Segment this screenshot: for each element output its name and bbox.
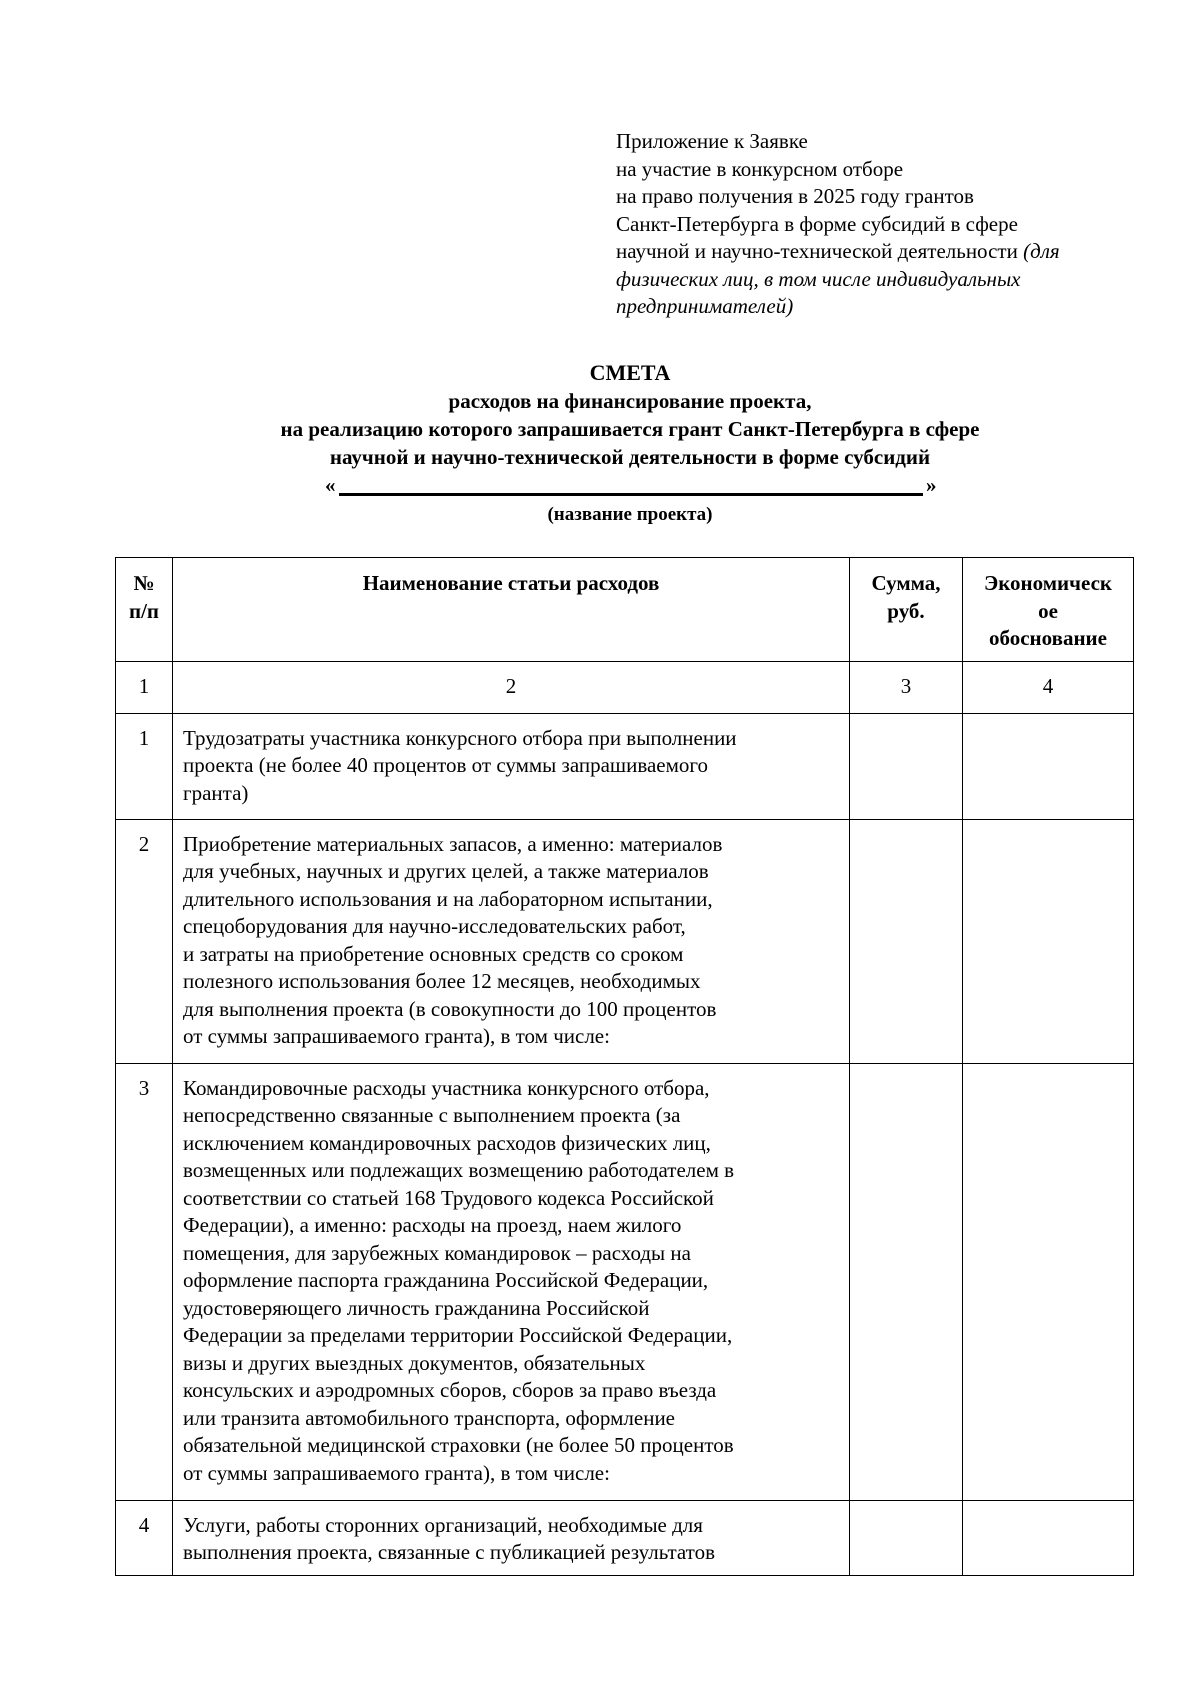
project-name-caption: (название проекта) xyxy=(547,504,713,525)
header-econ xyxy=(963,558,1134,662)
header-econ-line: ое xyxy=(1038,598,1058,623)
header-num-line: № xyxy=(133,571,155,595)
appendix-note xyxy=(616,128,1136,321)
title-line: научной и научно-технической деятельности в форме субсидий xyxy=(329,445,931,469)
project-name-underline xyxy=(339,493,923,496)
header-num-line: п/п xyxy=(128,598,160,623)
row-text-line: непосредственно связанные с выполнением проекта (за xyxy=(183,1103,681,1127)
row-econ-cell[interactable] xyxy=(963,713,1134,819)
row-text-line: Федерации), а именно: расходы на проезд, наем жилого xyxy=(183,1213,682,1237)
row-sum-cell[interactable] xyxy=(850,819,963,1063)
row-econ-cell[interactable] xyxy=(963,819,1134,1063)
row-text-line: Командировочные расходы участника конкурсного отбора, xyxy=(183,1075,710,1100)
document-title-block xyxy=(140,359,1120,529)
row-text-line: Приобретение материальных запасов, а именно: материалов xyxy=(183,831,723,856)
budget-table xyxy=(115,557,1134,1576)
row-text-line: гранта) xyxy=(183,780,249,805)
row-expense-name xyxy=(173,819,850,1063)
appendix-line: Санкт-Петербурга в форме субсидий в сфере xyxy=(616,211,1018,236)
table-row xyxy=(116,713,1134,819)
row-text-line: полезного использования более 12 месяцев, необходимых xyxy=(183,969,701,993)
row-number: 4 xyxy=(116,1500,173,1575)
title-line: на реализацию которого запрашивается грант Санкт-Петербурга в сфере xyxy=(280,417,980,441)
table-row xyxy=(116,1063,1134,1500)
table-row xyxy=(116,819,1134,1063)
column-number: 4 xyxy=(963,662,1134,714)
table-header-row xyxy=(116,558,1134,662)
row-number: 2 xyxy=(116,819,173,1063)
appendix-line: Приложение к Заявке xyxy=(616,129,808,153)
row-text-line: удостоверяющего личность гражданина Российской xyxy=(183,1295,650,1320)
row-text-line: консульских и аэродромных сборов, сборов за право въезда xyxy=(183,1378,717,1402)
row-text-line: визы и других выездных документов, обязательных xyxy=(183,1350,646,1375)
row-text-line: проекта (не более 40 процентов от суммы запрашиваемого xyxy=(183,753,708,777)
quote-close: » xyxy=(926,473,937,497)
row-econ-cell[interactable] xyxy=(963,1063,1134,1500)
row-text-line: длительного использования и на лабораторном испытании, xyxy=(183,886,713,911)
row-text-line: Трудозатраты участника конкурсного отбора при выполнении xyxy=(183,725,737,750)
row-text-line: и затраты на приобретение основных средств со сроком xyxy=(183,941,684,966)
header-econ-line: Экономическ xyxy=(983,571,1112,595)
row-text-line: для учебных, научных и других целей, а также материалов xyxy=(183,859,709,883)
header-sum-line: Сумма, xyxy=(871,571,941,595)
appendix-line: научной и научно-технической деятельности xyxy=(616,239,1018,263)
appendix-line-with-italic xyxy=(616,238,1136,266)
quote-open: « xyxy=(325,473,336,497)
row-text-line: Федерации за пределами территории Российской Федерации, xyxy=(183,1323,733,1347)
row-econ-cell[interactable] xyxy=(963,1500,1134,1575)
column-number: 3 xyxy=(850,662,963,714)
row-text-line: обязательной медицинской страховки (не более 50 процентов xyxy=(183,1433,734,1457)
table-row xyxy=(116,1500,1134,1575)
row-text-line: соответствии со статьей 168 Трудового кодекса Российской xyxy=(183,1185,714,1210)
row-number: 1 xyxy=(116,713,173,819)
header-name-text: Наименование статьи расходов xyxy=(362,571,660,595)
header-name xyxy=(173,558,850,662)
row-number: 3 xyxy=(116,1063,173,1500)
row-text-line: спецоборудования для научно-исследовательских работ, xyxy=(183,914,686,938)
appendix-italic-line: предпринимателей) xyxy=(616,294,794,318)
appendix-italic-tail: (для xyxy=(1023,239,1060,263)
row-text-line: выполнения проекта, связанные с публикацией результатов xyxy=(183,1540,715,1564)
row-text-line: исключением командировочных расходов физических лиц, xyxy=(183,1130,711,1155)
title-line: расходов на финансирование проекта, xyxy=(448,389,812,413)
row-sum-cell[interactable] xyxy=(850,1500,963,1575)
row-text-line: Услуги, работы сторонних организаций, необходимые для xyxy=(183,1512,703,1537)
row-text-line: оформление паспорта гражданина Российской Федерации, xyxy=(183,1268,709,1292)
appendix-line: на участие в конкурсном отборе xyxy=(616,156,904,181)
column-number-row xyxy=(116,662,1134,714)
document-heading: СМЕТА xyxy=(589,360,671,385)
row-sum-cell[interactable] xyxy=(850,713,963,819)
row-text-line: от суммы запрашиваемого гранта), в том числе: xyxy=(183,1024,610,1048)
appendix-italic-line: физических лиц, в том числе индивидуальных xyxy=(616,266,1021,291)
row-text-line: для выполнения проекта (в совокупности до 100 процентов xyxy=(183,996,717,1021)
header-num xyxy=(116,558,173,662)
row-expense-name xyxy=(173,713,850,819)
header-sum xyxy=(850,558,963,662)
row-sum-cell[interactable] xyxy=(850,1063,963,1500)
row-expense-name xyxy=(173,1500,850,1575)
row-text-line: или транзита автомобильного транспорта, оформление xyxy=(183,1405,676,1430)
row-text-line: возмещенных или подлежащих возмещению работодателем в xyxy=(183,1158,735,1182)
column-number: 1 xyxy=(116,662,173,714)
row-text-line: помещения, для зарубежных командировок – расходы на xyxy=(183,1240,691,1265)
appendix-line: на право получения в 2025 году грантов xyxy=(616,184,974,208)
row-expense-name xyxy=(173,1063,850,1500)
row-text-line: от суммы запрашиваемого гранта), в том числе: xyxy=(183,1460,610,1485)
project-name-blank xyxy=(140,471,1120,499)
header-econ-line: обоснование xyxy=(989,626,1107,650)
header-sum-line: руб. xyxy=(887,598,925,623)
column-number: 2 xyxy=(173,662,850,714)
